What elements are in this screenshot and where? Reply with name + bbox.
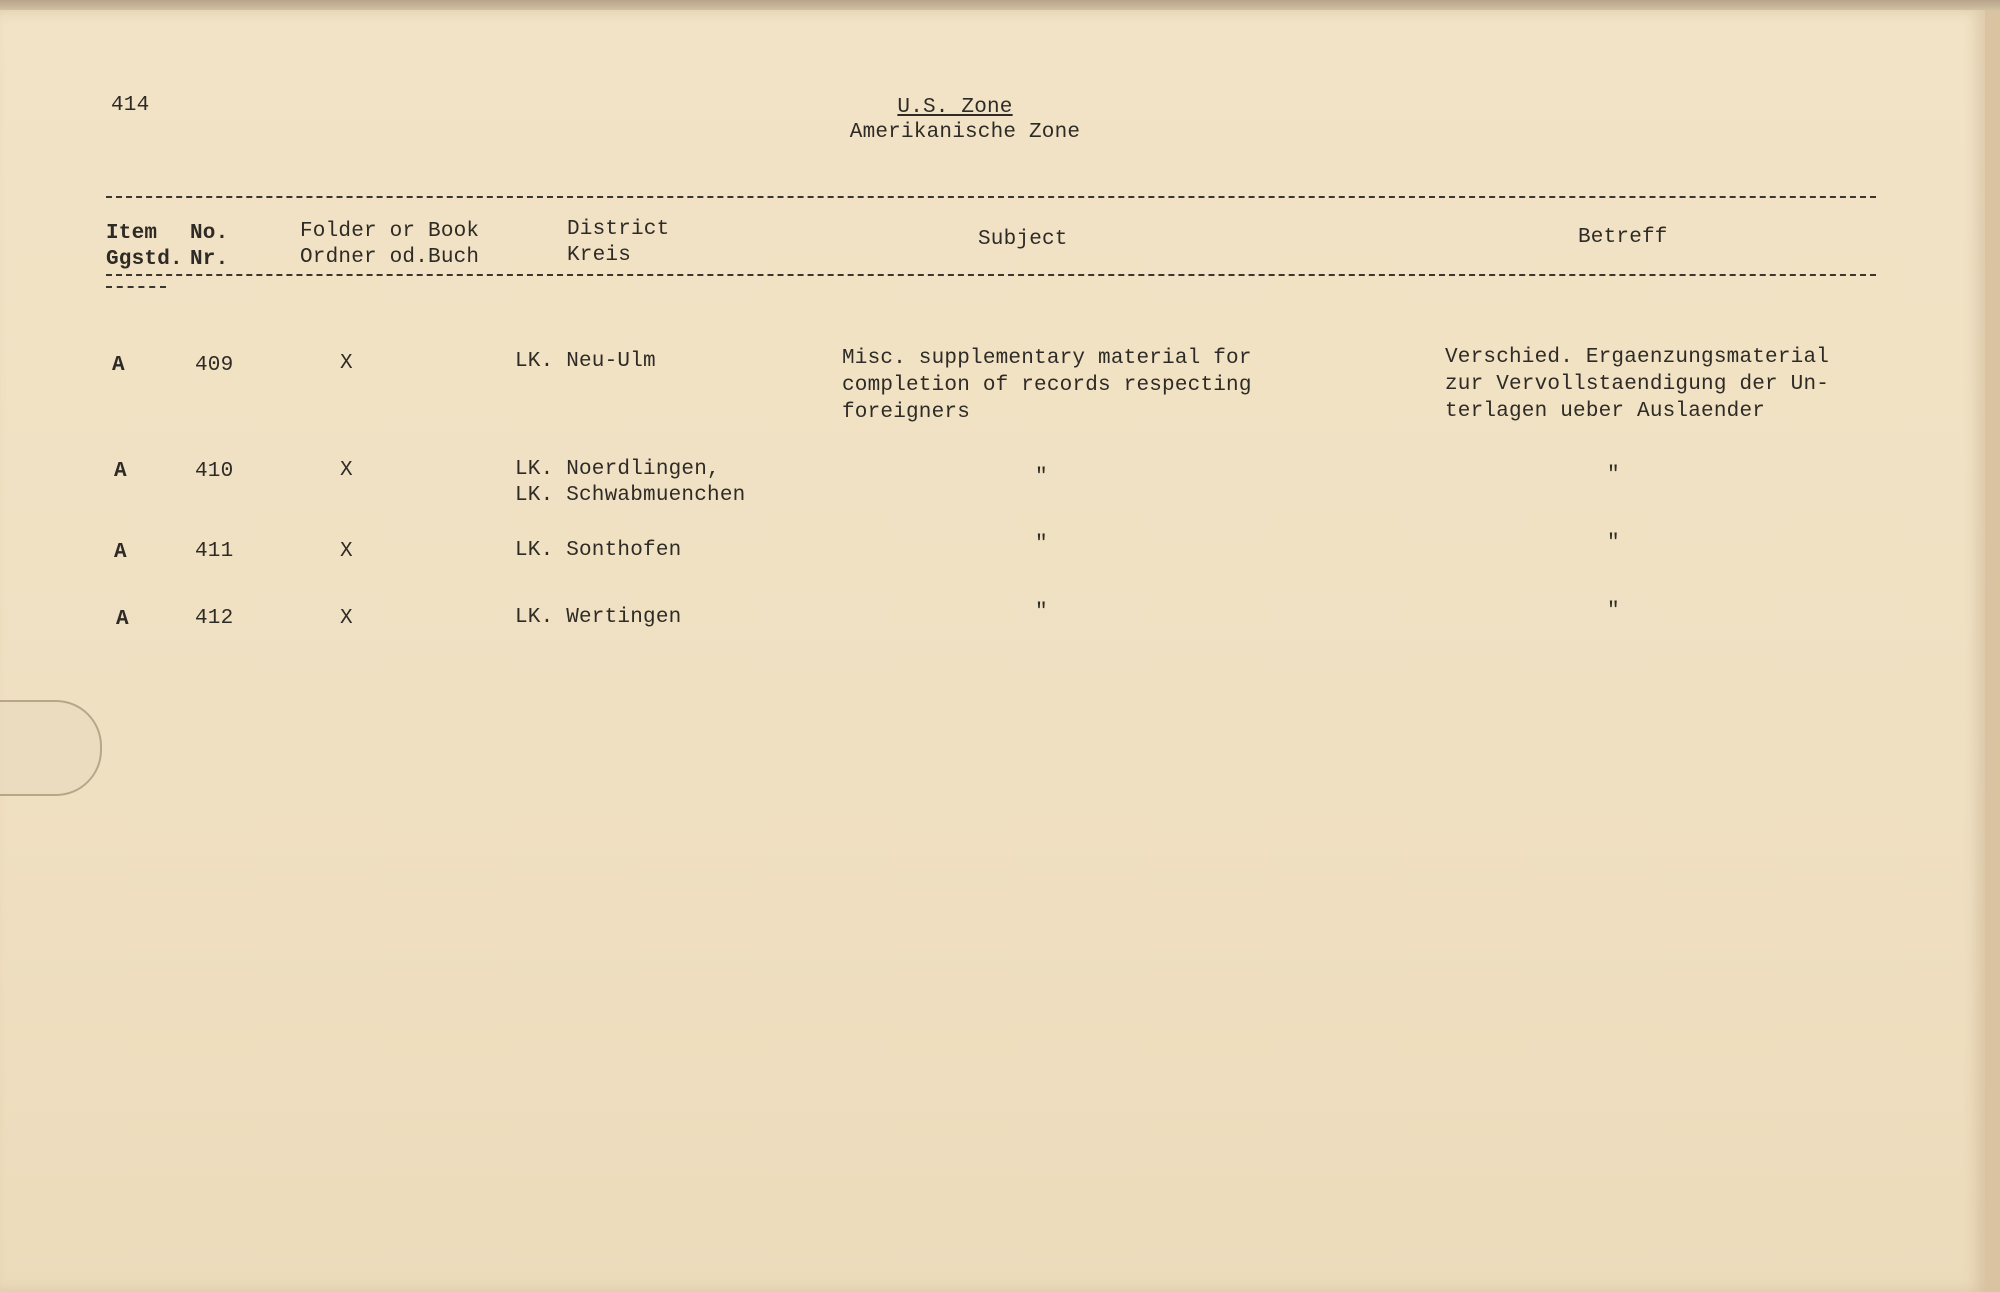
row-no: 409 (195, 354, 234, 377)
row-betreff-line: terlagen ueber Auslaender (1445, 400, 1766, 423)
row-district: LK. Schwabmuenchen (515, 484, 746, 507)
header-rule-bottom (106, 274, 1876, 276)
row-betreff-ditto: " (1607, 464, 1620, 487)
row-district: LK. Noerdlingen, (515, 458, 720, 481)
row-no: 412 (195, 607, 234, 630)
row-item: A (112, 354, 125, 377)
col-subject: Subject (978, 228, 1068, 251)
col-item: Item (106, 222, 158, 245)
row-betreff-line: Verschied. Ergaenzungsmaterial (1445, 346, 1830, 369)
row-folder: X (340, 540, 353, 563)
col-folder: Folder or Book (300, 220, 480, 243)
row-subject-line: Misc. supplementary material for (842, 347, 1252, 370)
row-subject-line: foreigners (842, 401, 971, 424)
row-subject-line: completion of records respecting (842, 374, 1252, 397)
col-district: District (567, 218, 670, 241)
col-folder-de: Ordner od.Buch (300, 246, 480, 269)
col-item-de: Ggstd. (106, 248, 183, 271)
zone-title-en: U.S. Zone (897, 96, 1013, 119)
row-folder: X (340, 459, 353, 482)
header-rule-top (106, 196, 1876, 198)
page-number: 414 (111, 94, 150, 117)
zone-title-de: Amerikanische Zone (849, 121, 1081, 144)
header-rule-stub (106, 286, 166, 288)
row-betreff-ditto: " (1607, 600, 1620, 623)
row-no: 411 (195, 540, 234, 563)
row-district: LK. Sonthofen (515, 539, 682, 562)
row-item: A (114, 460, 127, 483)
row-item: A (114, 541, 127, 564)
row-district: LK. Neu-Ulm (515, 350, 656, 373)
document-page (0, 10, 1985, 1292)
col-no: No. (190, 222, 229, 245)
row-item: A (116, 608, 129, 631)
col-betreff: Betreff (1578, 226, 1668, 249)
row-district: LK. Wertingen (515, 606, 682, 629)
row-subject-ditto: " (1035, 533, 1048, 556)
row-folder: X (340, 607, 353, 630)
col-no-de: Nr. (190, 248, 229, 271)
row-folder: X (340, 352, 353, 375)
index-tab (0, 700, 102, 796)
row-subject-ditto: " (1035, 466, 1048, 489)
row-no: 410 (195, 460, 234, 483)
row-betreff-line: zur Vervollstaendigung der Un- (1445, 373, 1830, 396)
row-betreff-ditto: " (1607, 532, 1620, 555)
col-district-de: Kreis (567, 244, 632, 267)
row-subject-ditto: " (1035, 601, 1048, 624)
